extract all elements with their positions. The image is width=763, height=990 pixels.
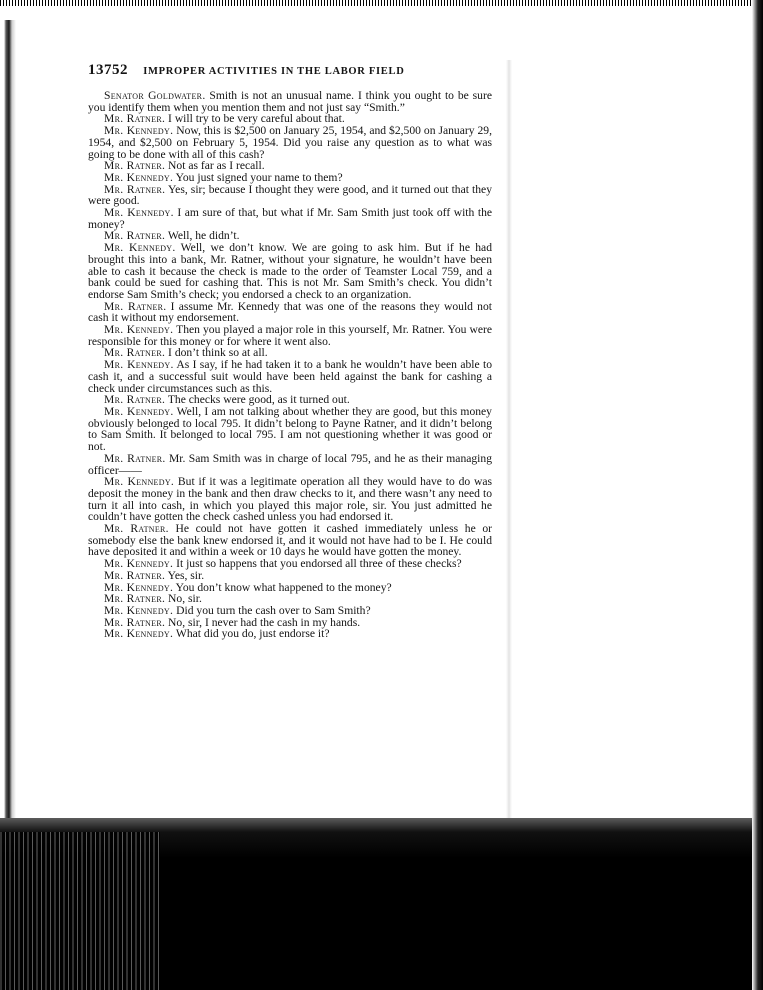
- testimony-text: Then you played a major role in this yourself, Mr. Ratner. You were responsible for this money or for where it went also.: [88, 323, 492, 348]
- testimony-text: As I say, if he had taken it to a bank he wouldn’t have been able to cash it, and a successful suit would have been held against the bank for cashing a check under circumstances such as this.: [88, 358, 493, 395]
- testimony-text: It just so happens that you endorsed all three of these checks?: [173, 557, 462, 571]
- speaker-name: Mr. Kennedy.: [104, 124, 174, 138]
- transcript-paragraph: [88, 324, 492, 347]
- transcript-paragraph: [88, 125, 492, 160]
- testimony-text: Well, I am not talking about whether they are good, but this money obviously belonged to local 795. It didn’t belong to Payne Ratner, and it didn’t belong to Sam Smith. It belonged to local 795. I am not questioning whether it was good or not.: [88, 404, 492, 454]
- transcript-paragraph: [88, 90, 492, 113]
- book-gutter: [506, 60, 512, 820]
- testimony-text: I am sure of that, but what if Mr. Sam Smith just took off with the money?: [88, 206, 493, 231]
- speaker-name: Mr. Kennedy.: [104, 170, 174, 184]
- transcript-paragraph: [88, 359, 492, 394]
- testimony-text: No, sir, I never had the cash in my hands.: [165, 615, 361, 629]
- speaker-name: Mr. Ratner.: [104, 346, 166, 360]
- testimony-text: Now, this is $2,500 on January 25, 1954, and $2,500 on January 29, 1954, and $2,500 on February 5, 1954. Did you raise any question as to what was going to be done with all of this cash?: [88, 124, 492, 161]
- speaker-name: Mr. Kennedy.: [104, 475, 175, 489]
- transcript-paragraph: [88, 242, 492, 301]
- speaker-name: Mr. Ratner.: [104, 159, 166, 173]
- speaker-name: Mr. Kennedy.: [104, 580, 174, 594]
- transcript-paragraph: [88, 184, 492, 207]
- speaker-name: Mr. Kennedy.: [104, 627, 174, 641]
- speaker-name: Senator Goldwater.: [104, 89, 206, 102]
- transcript-paragraph: [88, 406, 492, 453]
- speaker-name: Mr. Ratner.: [104, 568, 166, 582]
- testimony-text: Mr. Sam Smith was in charge of local 795, and he as their managing officer——: [88, 451, 492, 477]
- speaker-name: Mr. Ratner.: [104, 592, 166, 606]
- testimony-text: Well, we don’t know. We are going to ask him. But if he had brought this into a bank, Mr. Ratner, without your signature, he wouldn’t have been able to cash it because the check is made to the order of Teamster Local 759, and a bank could be sued for cashing that. This is not Mr. Sam Smith’s check. You didn’t endorse Sam Smith’s check; you endorsed a check to an organization.: [88, 241, 492, 301]
- speaker-name: Mr. Ratner.: [104, 522, 169, 536]
- testimony-text: I will try to be very careful about that.: [165, 112, 345, 126]
- transcript-paragraph: [88, 207, 492, 230]
- transcript-paragraph: [88, 476, 492, 523]
- transcript-paragraph: [88, 453, 492, 476]
- scan-top-edge: [0, 0, 763, 6]
- speaker-name: Mr. Kennedy.: [104, 404, 174, 418]
- testimony-text: I don’t think so at all.: [165, 346, 268, 360]
- speaker-name: Mr. Ratner.: [104, 615, 166, 629]
- testimony-text: I assume Mr. Kennedy that was one of the reasons they would not cash it without my endorsement.: [88, 299, 492, 325]
- speaker-name: Mr. Kennedy.: [104, 241, 176, 255]
- testimony-text: You don’t know what happened to the money?: [173, 580, 392, 594]
- testimony-text: You just signed your name to them?: [173, 170, 343, 184]
- testimony-text: The checks were good, as it turned out.: [165, 393, 350, 407]
- speaker-name: Mr. Ratner.: [104, 299, 167, 313]
- testimony-text: He could not have gotten it cashed immediately unless he or somebody else the bank knew endorsed it, and it would not have had to be I. He could have deposited it and within a week or 10 days he would have gotten the money.: [88, 522, 492, 559]
- testimony-text: Well, he didn’t.: [165, 229, 240, 243]
- speaker-name: Mr. Ratner.: [104, 451, 166, 465]
- testimony-text: But if it was a legitimate operation all they would have to do was deposit the money in the bank and then draw checks to it, and there wasn’t any need to turn it all into cash, in which you played this major role, sir. You just admitted he couldn’t have gotten the check cashed unless you had endorsed it.: [88, 475, 492, 524]
- left-page-header: [88, 62, 492, 79]
- testimony-text: Not as far as I recall.: [165, 159, 265, 173]
- scanner-noise: [0, 832, 160, 990]
- page-number: 13752: [88, 62, 128, 78]
- testimony-text: Yes, sir; because I thought they were good, and it turned out that they were good.: [88, 182, 492, 208]
- testimony-text: What did you do, just endorse it?: [173, 627, 330, 641]
- testimony-text: No, sir.: [165, 592, 202, 606]
- speaker-name: Mr. Kennedy.: [104, 323, 174, 337]
- transcript-paragraph: [88, 301, 492, 324]
- page-curl-shadow: [0, 20, 22, 820]
- speaker-name: Mr. Kennedy.: [104, 358, 174, 372]
- speaker-name: Mr. Kennedy.: [104, 557, 174, 571]
- speaker-name: Mr. Ratner.: [104, 393, 166, 407]
- scanner-right-edge: [752, 0, 763, 990]
- testimony-text: Smith is not an unusual name. I think you ought to be sure you identify them when you mention them and not just say “Smith.”: [88, 89, 492, 114]
- speaker-name: Mr. Kennedy.: [104, 206, 174, 220]
- transcript-paragraph: [88, 628, 492, 640]
- left-page-body: [88, 90, 492, 640]
- speaker-name: Mr. Kennedy.: [104, 603, 174, 617]
- transcript-paragraph: [88, 523, 492, 558]
- speaker-name: Mr. Ratner.: [104, 229, 166, 243]
- testimony-text: Yes, sir.: [165, 568, 205, 582]
- speaker-name: Mr. Ratner.: [104, 112, 166, 126]
- running-title: IMPROPER ACTIVITIES IN THE LABOR FIELD: [143, 66, 405, 77]
- speaker-name: Mr. Ratner.: [104, 182, 166, 196]
- testimony-text: Did you turn the cash over to Sam Smith?: [173, 603, 371, 617]
